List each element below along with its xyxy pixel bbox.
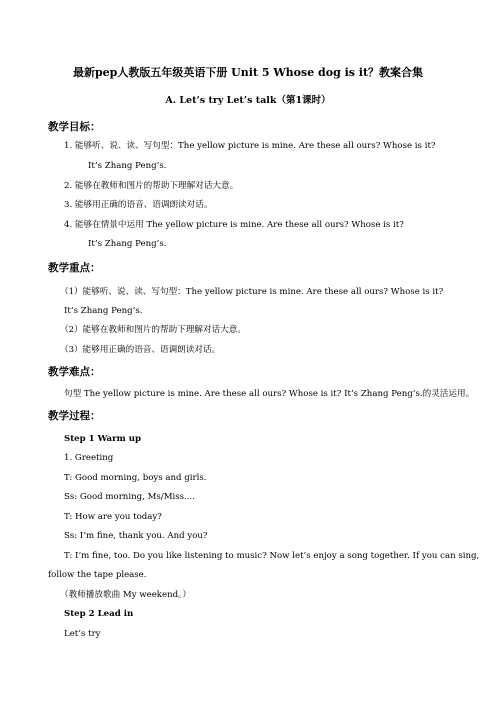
- document-title: 最新pep人教版五年级英语下册 Unit 5 Whose dog is it？教案合集: [72, 66, 424, 79]
- lets-try-label: Let’s try: [64, 629, 101, 639]
- dialogue-line: Ss: Good morning, Ms/Miss....: [64, 492, 195, 502]
- key-point-item: （3）能够用正确的语音、语调朗读对话。: [60, 345, 221, 355]
- difficulties-heading: 教学难点：: [48, 366, 101, 378]
- objective-item: It’s Zhang Peng’s.: [88, 161, 167, 171]
- step2-heading: Step 2 Lead in: [64, 609, 134, 619]
- objective-item: 2. 能够在教师和图片的帮助下理解对话大意。: [64, 181, 239, 191]
- key-points-heading: 教学重点：: [48, 262, 101, 274]
- objectives-heading: 教学目标：: [48, 121, 101, 133]
- dialogue-line: Ss: I’m fine, thank you. And you?: [64, 531, 208, 541]
- dialogue-line: follow the tape please.: [48, 570, 147, 580]
- key-point-item: （1）能够听、说、读、写句型：The yellow picture is mine. Are these all ours? Whose is it?: [60, 287, 444, 297]
- objective-item: 4. 能够在情景中运用 The yellow picture is mine. Are these all ours? Whose is it?: [64, 220, 404, 230]
- dialogue-line: T: I’m fine, too. Do you like listening to music? Now let’s enjoy a song together. If you can sing,: [64, 551, 480, 561]
- objective-item: It’s Zhang Peng’s.: [88, 239, 167, 249]
- dialogue-line: T: How are you today?: [64, 512, 162, 522]
- difficulties-text: 句型 The yellow picture is mine. Are these all ours? Whose is it? It’s Zhang Peng’s.的灵活运用。: [64, 389, 475, 399]
- process-heading: 教学过程：: [48, 410, 101, 422]
- dialogue-line: T: Good morning, boys and girls.: [64, 473, 207, 483]
- objective-item: 1. 能够听、说、读、写句型：The yellow picture is mine. Are these all ours? Whose is it?: [64, 141, 436, 151]
- teacher-note: （教师播放歌曲 My weekend。）: [60, 590, 192, 600]
- lesson-subtitle: A. Let’s try Let’s talk（第1课时）: [165, 95, 331, 106]
- key-point-item: （2）能够在教师和图片的帮助下理解对话大意。: [60, 325, 246, 335]
- greeting-label: 1. Greeting: [64, 453, 114, 463]
- key-point-item: It’s Zhang Peng’s.: [64, 306, 143, 316]
- objective-item: 3. 能够用正确的语音、语调朗读对话。: [64, 200, 213, 210]
- step1-heading: Step 1 Warm up: [64, 434, 141, 444]
